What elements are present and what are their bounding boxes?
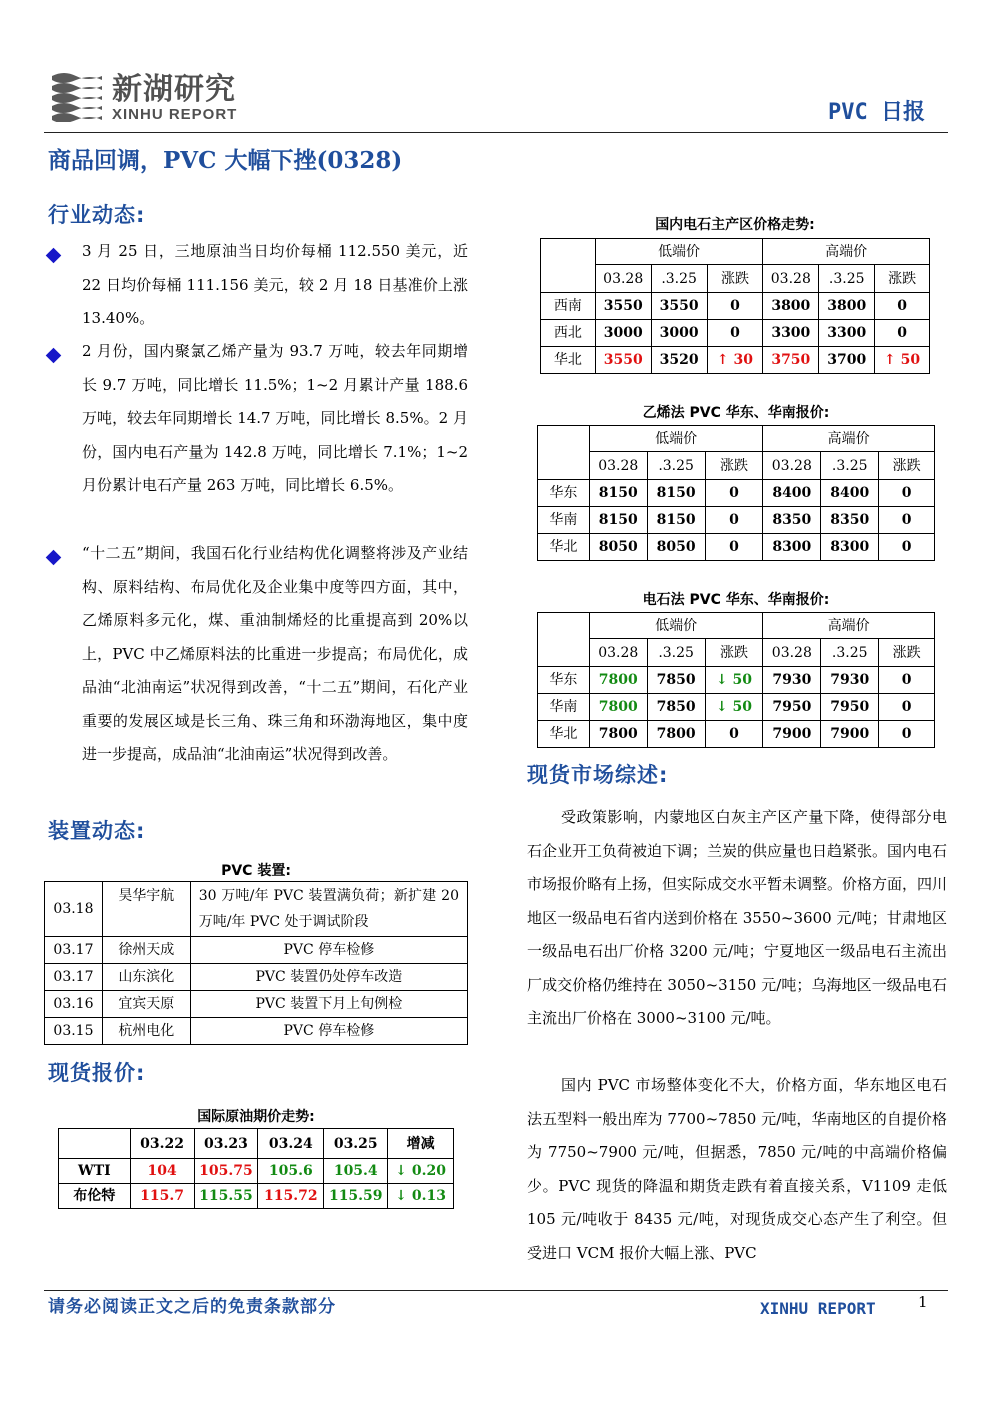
column-header: 涨跌 [705,452,763,480]
column-header: 03.28 [763,265,819,293]
column-header: 03.22 [130,1129,194,1159]
change-cell: ↓ 0.13 [388,1184,454,1209]
bullet-text: 3 月 25 日，三地原油当日均价每桶 112.550 美元，近 22 日均价每桶 111.156 美元，较 2 月 18 日基准价上涨 13.40%。 [82,242,468,327]
group-header-row [538,613,935,639]
group-header-high: 高端价 [763,426,935,452]
group-header-low: 低端价 [589,613,763,639]
spot-review-paragraph: 受政策影响，内蒙地区白灰主产区产量下降，使得部分电石企业开工负荷被迫下调；兰炭的供应量也日趋紧张。国内电石市场报价略有上扬，但实际成交水平暂未调整。价格方面，四川地区一级品电石省内送到价格在 3550~3600 元/吨；甘肃地区一级品电石出厂价格 3200 元/吨；宁夏地区一级品电石主流出厂成交价格仍维持在 3050~3150 元/吨；乌海地区一级品电石主流出厂价格在 3000~3100 元/吨。 [527,808,948,1027]
plant-date: 03.15 [45,1018,103,1045]
plant-date: 03.17 [45,937,103,964]
column-header: 03.28 [589,452,647,480]
region-label: 西南 [541,293,596,320]
price-cell: 3700 [819,347,875,374]
section-heading-spot-review: 现货市场综述: [527,763,669,787]
change-cell: 0 [875,293,930,320]
price-cell: 115.72 [258,1184,324,1209]
column-header: 涨跌 [707,265,763,293]
header-divider [44,132,948,133]
plant-date: 03.18 [45,882,103,937]
price-cell: 104 [130,1159,194,1184]
plant-table-caption: PVC 装置: [221,863,291,879]
table-row [538,667,935,694]
region-label: 华北 [538,721,590,748]
plant-date: 03.16 [45,991,103,1018]
region-label: 华南 [538,694,590,721]
subheader-row [538,639,935,667]
price-cell: 8400 [763,480,821,507]
change-cell: 0 [705,721,763,748]
price-cell: 3550 [595,293,651,320]
table-row [45,882,468,937]
section-heading-industry: 行业动态: [48,203,146,227]
column-header: .3.25 [647,639,705,667]
price-cell: 7950 [821,694,879,721]
column-header: 涨跌 [879,639,935,667]
table-row [538,694,935,721]
price-cell: 3550 [595,347,651,374]
oil-table-caption: 国际原油期价走势: [197,1109,315,1125]
price-cell: 3000 [651,320,707,347]
disclaimer-note: 请务必阅读正文之后的免责条款部分 [48,1297,336,1317]
change-cell: 0 [879,480,935,507]
calcium-carbide-pvc-table [537,612,935,748]
change-cell: 0 [879,721,935,748]
price-cell: 8150 [589,480,647,507]
change-cell: 0 [707,293,763,320]
column-header: .3.25 [821,452,879,480]
ethylene-pvc-table [537,425,935,561]
plant-company: 昊华宇航 [102,882,190,937]
section-heading-spot-quote: 现货报价: [48,1061,146,1085]
change-cell: 0 [879,667,935,694]
table-row [59,1159,454,1184]
change-cell: 0 [875,320,930,347]
table-row [541,293,930,320]
row-label: 布伦特 [59,1184,131,1209]
price-cell: 8150 [589,507,647,534]
table-row [45,937,468,964]
footer-divider [44,1290,948,1291]
change-cell: ↓ 50 [705,694,763,721]
column-header: 03.28 [589,639,647,667]
column-header [59,1129,131,1159]
ethylene-table-caption: 乙烯法 PVC 华东、华南报价: [642,405,830,421]
plant-status-table [44,881,468,1045]
price-cell: 3300 [763,320,819,347]
price-cell: 115.7 [130,1184,194,1209]
price-cell: 3000 [595,320,651,347]
table-row [538,534,935,561]
crude-oil-table [58,1128,454,1209]
price-cell: 8300 [821,534,879,561]
price-cell: 3550 [651,293,707,320]
price-cell: 7800 [589,667,647,694]
plant-company: 杭州电化 [102,1018,190,1045]
logo-chinese-name: 新湖研究 [112,72,236,107]
table-header-row [59,1129,454,1159]
price-cell: 7900 [821,721,879,748]
change-cell: 0 [705,507,763,534]
change-cell: ↓ 50 [705,667,763,694]
bullet-text: 2 月份，国内聚氯乙烯产量为 93.7 万吨，较去年同期增长 9.7 万吨，同比增长 11.5%；1~2 月累计产量 188.6 万吨，较去年同期增长 14.7 万吨，同比增长 8.5%。2 月份，国内电石产量为 142.8 万吨，同比增长 7.1%；1~2 月份累计电石产量 263 万吨，同比增长 6.5%。 [82,342,468,494]
change-cell: 0 [705,534,763,561]
table-row [59,1184,454,1209]
column-header: .3.25 [819,265,875,293]
column-header: .3.25 [647,452,705,480]
column-header: 涨跌 [879,452,935,480]
report-type: PVC 日报 [828,100,925,125]
group-header-row [538,426,935,452]
table-row [541,320,930,347]
column-header: 涨跌 [705,639,763,667]
footer-brand: XINHU REPORT [760,1299,876,1318]
plant-date: 03.17 [45,964,103,991]
price-cell: 7800 [589,721,647,748]
price-cell: 7850 [647,667,705,694]
plant-status: PVC 停车检修 [190,937,467,964]
column-header: 03.24 [258,1129,324,1159]
column-header: 03.23 [194,1129,258,1159]
diamond-bullet-icon [46,248,62,264]
logo-english-name: XINHU REPORT [112,106,238,123]
diamond-bullet-icon [46,550,62,566]
xinhu-logo-mark [48,70,106,122]
price-cell: 3520 [651,347,707,374]
table-row [538,721,935,748]
region-label: 华南 [538,507,590,534]
price-cell: 7850 [647,694,705,721]
price-cell: 8350 [821,507,879,534]
price-cell: 115.55 [194,1184,258,1209]
industry-bullet [48,244,468,344]
column-header: 03.25 [324,1129,388,1159]
price-cell: 8150 [647,480,705,507]
price-cell: 7930 [763,667,821,694]
table-row [45,991,468,1018]
price-cell: 3800 [763,293,819,320]
column-header: 03.28 [595,265,651,293]
industry-bullet [48,546,468,796]
change-cell: 0 [705,480,763,507]
plant-status: PVC 装置下月上旬例检 [190,991,467,1018]
plant-company: 山东滨化 [102,964,190,991]
diamond-bullet-icon [46,348,62,364]
price-cell: 7800 [647,721,705,748]
subheader-row [541,265,930,293]
change-cell: 0 [707,320,763,347]
price-cell: 3800 [819,293,875,320]
bullet-text: “十二五”期间，我国石化行业结构优化调整将涉及产业结构、原料结构、布局优化及企业集中度等四方面，其中，乙烯原料多元化，煤、重油制烯烃的比重提高到 20%以上，PVC 中乙烯原料法的比重进一步提高；布局优化，成品油“北油南运”状况得到改善，“十二五”期间，石化产业重要的发展区域是长三角、珠三角和环渤海地区，集中度进一步提高，成品油“北油南运”状况得到改善。 [82,544,468,763]
change-cell: ↑ 50 [875,347,930,374]
price-cell: 7950 [763,694,821,721]
price-cell: 8350 [763,507,821,534]
table-row [45,964,468,991]
column-header: 涨跌 [875,265,930,293]
price-cell: 7800 [589,694,647,721]
group-header-high: 高端价 [763,239,930,265]
price-cell: 105.4 [324,1159,388,1184]
price-cell: 105.75 [194,1159,258,1184]
region-label: 西北 [541,320,596,347]
plant-status: PVC 装置仍处停车改造 [190,964,467,991]
carbide-table-caption: 国内电石主产区价格走势: [655,217,815,233]
group-header-high: 高端价 [763,613,935,639]
price-cell: 105.6 [258,1159,324,1184]
group-header-low: 低端价 [589,426,763,452]
change-cell: 0 [879,534,935,561]
column-header: 增减 [388,1129,454,1159]
section-heading-plant: 装置动态: [48,819,146,843]
price-cell: 7930 [821,667,879,694]
column-header: 03.28 [763,639,821,667]
calcium-table-caption: 电石法 PVC 华东、华南报价: [642,592,830,608]
plant-status: 30 万吨/年 PVC 装置满负荷；新扩建 20 万吨/年 PVC 处于调试阶段 [190,882,467,937]
region-label: 华北 [538,534,590,561]
table-row [541,347,930,374]
region-label: 华北 [541,347,596,374]
region-label: 华东 [538,667,590,694]
group-header-low: 低端价 [595,239,763,265]
price-cell: 7900 [763,721,821,748]
table-row [538,480,935,507]
region-label: 华东 [538,480,590,507]
price-cell: 8400 [821,480,879,507]
industry-bullet [48,344,468,544]
page-title: 商品回调，PVC 大幅下挫(0328) [48,147,403,174]
group-header-row [541,239,930,265]
column-header: .3.25 [651,265,707,293]
table-row [538,507,935,534]
carbide-price-table [540,238,930,374]
page-number: 1 [918,1293,928,1311]
plant-company: 徐州天成 [102,937,190,964]
price-cell: 3750 [763,347,819,374]
table-row [45,1018,468,1045]
price-cell: 8150 [647,507,705,534]
price-cell: 8050 [647,534,705,561]
column-header: .3.25 [821,639,879,667]
price-cell: 3300 [819,320,875,347]
change-cell: 0 [879,507,935,534]
plant-status: PVC 停车检修 [190,1018,467,1045]
price-cell: 8300 [763,534,821,561]
price-cell: 8050 [589,534,647,561]
change-cell: 0 [879,694,935,721]
spot-review-paragraph: 国内 PVC 市场整体变化不大，价格方面，华东地区电石法五型料一般出库为 7700~7850 元/吨，华南地区的自提价格为 7750~7900 元/吨，但据悉，7850 元/吨的中高端价格偏少。PVC 现货的降温和期货走跌有着直接关系，V1109 走低 105 元/吨收于 8435 元/吨，对现货成交心态产生了利空。但受进口 VCM 报价大幅上涨、PVC [527,1076,947,1262]
change-cell: ↑ 30 [707,347,763,374]
column-header: 03.28 [763,452,821,480]
subheader-row [538,452,935,480]
row-label: WTI [59,1159,131,1184]
price-cell: 115.59 [324,1184,388,1209]
change-cell: ↓ 0.20 [388,1159,454,1184]
plant-company: 宜宾天原 [102,991,190,1018]
